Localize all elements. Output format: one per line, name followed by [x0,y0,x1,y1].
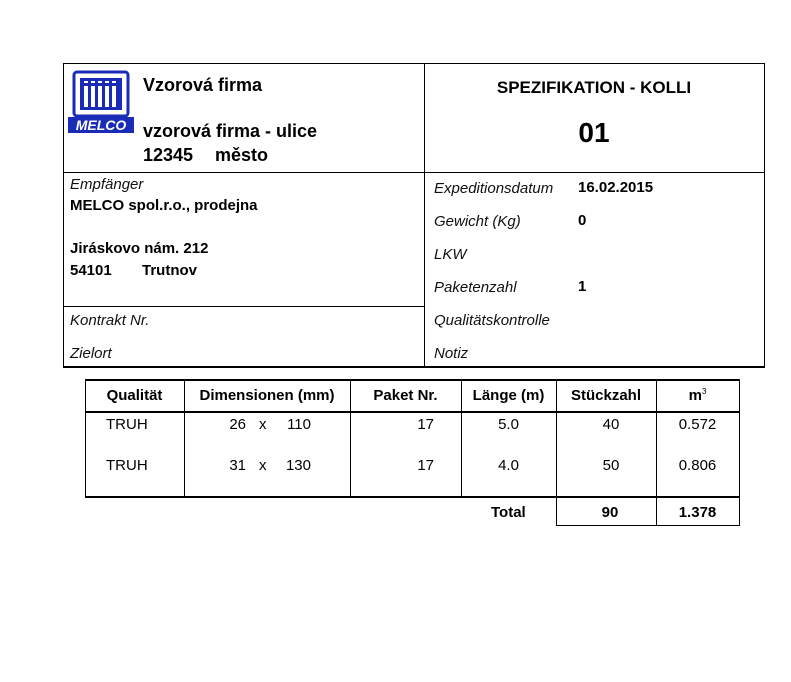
header-package: Paket Nr. [373,387,438,404]
row2-quality: TRUH [106,457,148,474]
header-volume-unit: m [688,387,702,404]
recipient-city: Trutnov [142,262,197,279]
recipient-label: Empfänger [70,176,144,193]
note-label: Notiz [434,345,469,362]
frame-divider-left [63,306,424,307]
company-city: město [215,145,269,165]
frame-left [63,63,64,367]
exp-date-value: 16.02.2015 [578,179,654,196]
row2-dim-x: x [259,457,267,474]
total-pieces: 90 [601,504,619,521]
row1-dim-a: 26 [229,416,246,433]
row2-package: 17 [417,457,434,474]
recipient-zip: 54101 [70,262,112,279]
row1-length: 5.0 [498,416,519,433]
packages-label: Paketenzahl [434,279,517,296]
exp-date-label: Expeditionsdatum [434,180,554,197]
col-line-6 [739,379,740,526]
table-total-bottom-line [556,525,740,526]
melco-logo-icon [68,69,136,135]
header-dimensions: Dimensionen (mm) [199,387,335,404]
document-number: 01 [578,117,610,148]
row1-package: 17 [417,416,434,433]
header-pieces: Stückzahl [570,387,642,404]
frame-right [764,63,765,367]
frame-top [63,63,765,64]
row2-dim-b: 130 [285,457,311,474]
frame-divider-1 [63,172,765,173]
packages-value: 1 [578,278,587,295]
company-logo [68,69,136,135]
total-volume: 1.378 [678,504,717,521]
weight-value: 0 [578,212,587,229]
total-label: Total [491,504,526,521]
row1-dim-x: x [259,416,267,433]
logo-text: MELCO [75,117,127,133]
company-name: Vzorová firma [143,75,263,95]
row1-quality: TRUH [106,416,148,433]
row1-dim-b: 110 [287,416,311,433]
recipient-street: Jiráskovo nám. 212 [70,240,209,257]
weight-label: Gewicht (Kg) [434,213,521,230]
header-volume-sup: 3 [701,387,707,396]
contract-label: Kontrakt Nr. [70,312,150,329]
row2-pieces: 50 [602,457,620,474]
frame-middle [424,63,425,367]
frame-bottom [63,366,765,368]
recipient-name: MELCO spol.r.o., prodejna [70,197,258,214]
row1-pieces: 40 [602,416,620,433]
header-quality: Qualität [106,387,163,404]
truck-label: LKW [434,246,467,263]
row2-volume: 0.806 [678,457,717,474]
destination-label: Zielort [70,345,112,362]
row1-volume: 0.572 [678,416,717,433]
quality-control-label: Qualitätskontrolle [434,312,550,329]
row2-length: 4.0 [498,457,519,474]
row2-dim-a: 31 [229,457,246,474]
document-title: SPEZIFIKATION - KOLLI [496,78,692,97]
header-length: Länge (m) [472,387,545,404]
company-street: vzorová firma - ulice [143,121,318,141]
header-volume [656,388,739,403]
company-zip: 12345 [143,145,194,165]
